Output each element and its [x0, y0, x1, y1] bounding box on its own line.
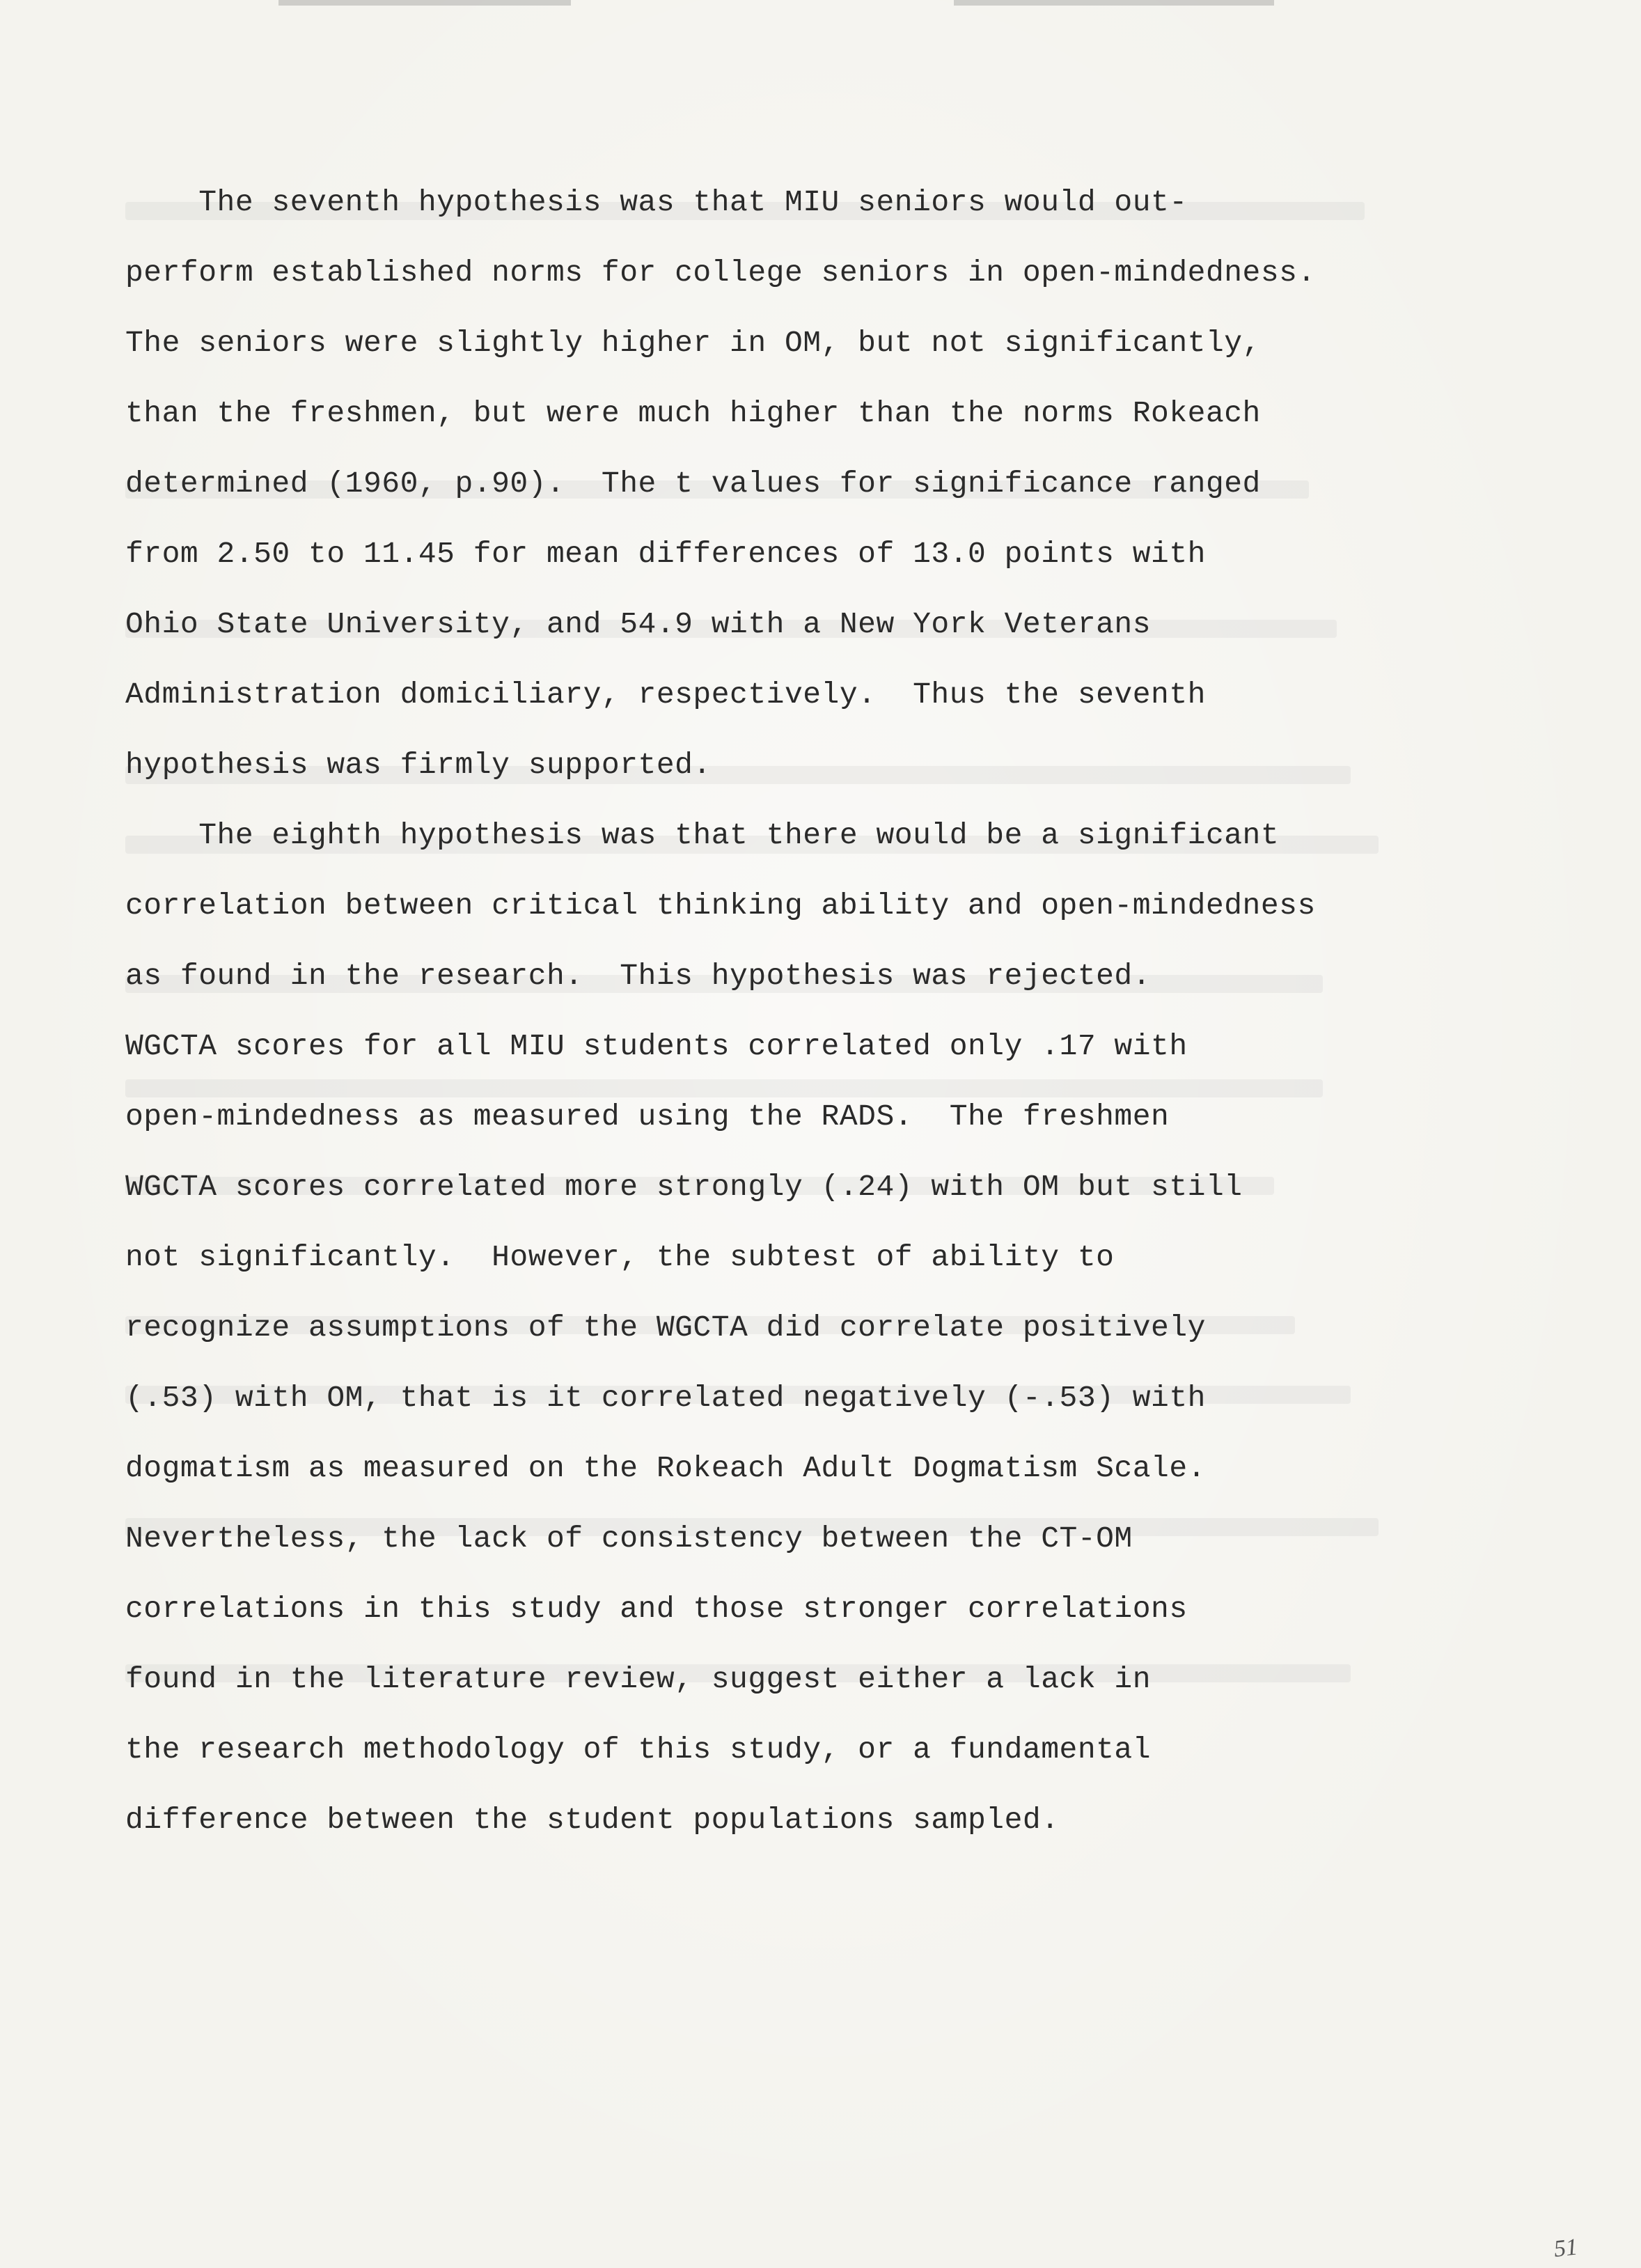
body-text — [125, 167, 1504, 1855]
text-line: open-mindedness as measured using the RADS. The freshmen — [125, 1100, 1170, 1134]
text-line: correlation between critical thinking ability and open-mindedness — [125, 889, 1316, 923]
text-line: hypothesis was firmly supported. — [125, 748, 712, 782]
text-line: Ohio State University, and 54.9 with a New York Veterans — [125, 607, 1152, 641]
text-line: The eighth hypothesis was that there would be a significant — [125, 818, 1280, 852]
text-line: recognize assumptions of the WGCTA did correlate positively — [125, 1311, 1206, 1345]
text-line: The seventh hypothesis was that MIU seniors would out- — [125, 185, 1188, 219]
text-line: as found in the research. This hypothesis was rejected. — [125, 959, 1152, 993]
page-number: 51 — [1553, 2234, 1579, 2262]
text-line: Administration domiciliary, respectively. Thus the seventh — [125, 678, 1206, 712]
text-line: WGCTA scores correlated more strongly (.24) with OM but still — [125, 1170, 1243, 1204]
text-line: WGCTA scores for all MIU students correlated only .17 with — [125, 1029, 1188, 1063]
text-line: determined (1960, p.90). The t values for significance ranged — [125, 467, 1261, 501]
text-line: (.53) with OM, that is it correlated negatively (-.53) with — [125, 1381, 1206, 1415]
text-line: difference between the student populations sampled. — [125, 1803, 1060, 1837]
text-line: perform established norms for college seniors in open-mindedness. — [125, 256, 1316, 290]
text-line: from 2.50 to 11.45 for mean differences of 13.0 points with — [125, 537, 1206, 571]
text-line: found in the literature review, suggest either a lack in — [125, 1662, 1152, 1696]
text-line: than the freshmen, but were much higher than the norms Rokeach — [125, 396, 1261, 430]
top-edge-mark-left — [278, 0, 571, 6]
text-line: the research methodology of this study, or a fundamental — [125, 1733, 1152, 1767]
text-line: not significantly. However, the subtest of ability to — [125, 1240, 1115, 1274]
text-line: dogmatism as measured on the Rokeach Adult Dogmatism Scale. — [125, 1451, 1206, 1485]
text-line: Nevertheless, the lack of consistency between the CT-OM — [125, 1522, 1133, 1556]
text-line: correlations in this study and those stronger correlations — [125, 1592, 1188, 1626]
text-line: The seniors were slightly higher in OM, but not significantly, — [125, 326, 1261, 360]
top-edge-mark-right — [954, 0, 1274, 6]
